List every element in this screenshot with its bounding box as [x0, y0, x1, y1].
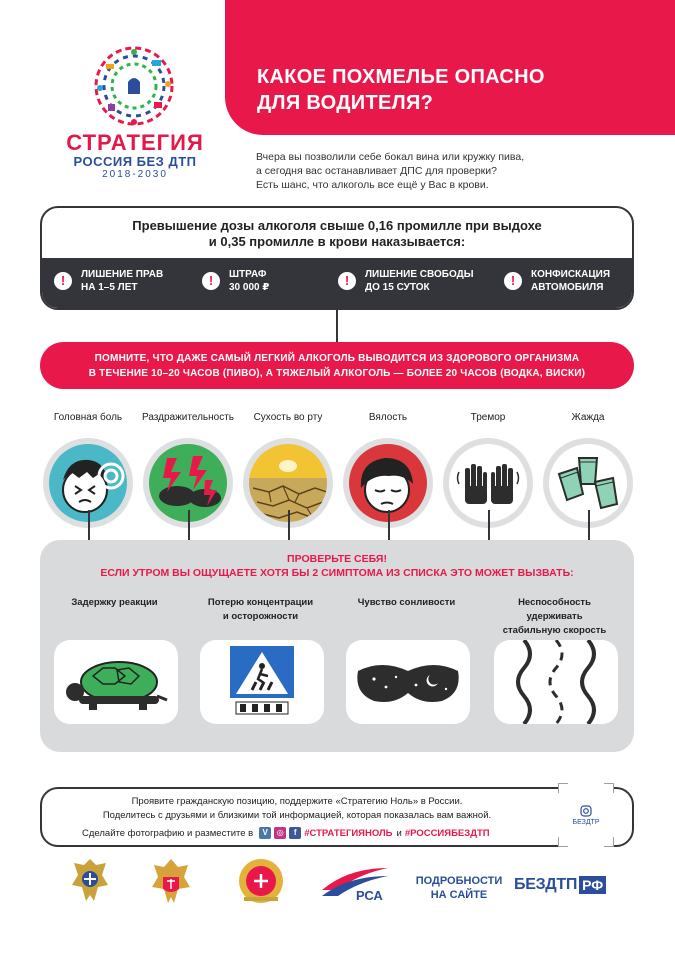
intro-line-2: а сегодня вас останавливает ДПС для проверки? [256, 165, 497, 177]
penalty-item-line-1: КОНФИСКАЦИЯ [531, 269, 611, 280]
penalty-item-license [54, 268, 163, 294]
symptom-label: Головная боль [53, 412, 123, 423]
more-details-line-2: НА САЙТЕ [430, 889, 488, 901]
effect-label-line-2: и осторожности [222, 611, 299, 622]
qr-corner [558, 837, 568, 847]
effect-reaction-delay [52, 596, 177, 640]
exclamation-icon: ! [504, 272, 522, 290]
ministry-transport-emblem-icon [70, 855, 110, 907]
qr-corner [558, 783, 568, 793]
banner-line-1: ПОМНИТЕ, ЧТО ДАЖЕ САМЫЙ ЛЕГКИЙ АЛКОГОЛЬ ВЫВОДИТСЯ ИЗ ЗДОРОВОГО ОРГАНИЗМА [94, 353, 580, 364]
penalty-item-text [229, 268, 269, 294]
effect-card [200, 640, 324, 724]
qr-corner [604, 837, 614, 847]
share-hashtags [82, 827, 490, 839]
symptom-label: Раздражительность [141, 412, 234, 423]
page-title-line-1: КАКОЕ ПОХМЕЛЬЕ ОПАСНО [257, 66, 545, 88]
exclamation-icon: ! [338, 272, 356, 290]
wavy-road-icon [494, 640, 618, 724]
self-check-heading-line-1: ПРОВЕРЬТЕ СЕБЯ! [287, 553, 387, 565]
effect-card [494, 640, 618, 724]
effect-label-line-2: стабильную скорость [502, 625, 607, 636]
logo-title: СТРАТЕГИЯ [66, 130, 204, 155]
penalty-item-line-2: 30 000 ₽ [229, 282, 270, 293]
title-block [225, 0, 675, 135]
symptom-label: Вялость [368, 412, 408, 423]
logo-subtitle: РОССИЯ БЕЗ ДТП [73, 154, 197, 169]
penalty-heading-line-2: и 0,35 промилле в крови наказывается: [208, 234, 466, 249]
penalty-item-line-2: НА 1–5 ЛЕТ [81, 282, 138, 293]
penalty-item-text [531, 268, 610, 294]
turtle-icon [61, 652, 171, 712]
penalty-item-line-2: ДО 15 СУТОК [365, 282, 430, 293]
symptom-label: Жажда [571, 412, 605, 423]
effect-label-line-1: Задержку реакции [71, 597, 158, 608]
penalty-item-text [81, 268, 163, 294]
intro-line-3: Есть шанс, что алкоголь все ещё у Вас в крови. [256, 179, 489, 191]
bezdtp-site-logo[interactable] [514, 876, 606, 894]
share-line-3-prefix: Сделайте фотографию и разместите в [82, 827, 254, 839]
effect-label-line-1: Потерю концентрации [207, 597, 314, 608]
penalty-heading [42, 218, 632, 250]
symptom-label: Тремор [470, 412, 506, 423]
hashtag-russia-no-accidents[interactable]: #РОССИЯБЕЗДТП [404, 827, 490, 839]
share-line-2: Поделитесь с друзьями и близкими той информацией, которая показалась вам важной. [102, 810, 492, 821]
effect-label-line-1: Неспособность удерживать [518, 597, 591, 622]
self-check-heading-line-2: ЕСЛИ УТРОМ ВЫ ОЩУЩАЕТЕ ХОТЯ БЫ 2 СИМПТОМА ИЗ СПИСКА ЭТО МОЖЕТ ВЫЗВАТЬ: [100, 567, 574, 579]
share-line-1: Проявите гражданскую позицию, поддержите «Стратегию Ноль» в России. [131, 796, 463, 807]
hashtag-conjunction: и [396, 827, 402, 839]
traffic-police-emblem-icon [236, 855, 286, 907]
ministry-emblem-icon [150, 855, 192, 907]
effect-card [54, 640, 178, 724]
connector-line [388, 510, 390, 540]
strategy-logo-icon [92, 44, 176, 128]
instagram-icon[interactable]: ◎ [274, 827, 286, 839]
intro-text [256, 150, 656, 192]
logo-years: 2018-2030 [102, 169, 168, 180]
penalty-item-line-2: АВТОМОБИЛЯ [531, 282, 604, 293]
qr-code[interactable] [558, 783, 614, 847]
page-title [257, 64, 657, 116]
rsa-logo-icon [318, 864, 392, 904]
qr-label: БЕЗДТР [572, 819, 600, 826]
hashtag-strategy-zero[interactable]: #СТРАТЕГИЯНОЛЬ [304, 827, 393, 839]
qr-corner [604, 783, 614, 793]
rsa-label: РСА [356, 888, 383, 903]
effect-drowsiness [344, 596, 469, 640]
site-name: БЕЗДТП [514, 876, 578, 893]
effect-concentration-loss [198, 596, 323, 640]
effect-card [346, 640, 470, 724]
banner-line-2: В ТЕЧЕНИЕ 10–20 ЧАСОВ (ПИВО), А ТЯЖЕЛЫЙ АЛКОГОЛЬ — БОЛЕЕ 20 ЧАСОВ (ВОДКА, ВИСКИ) [88, 368, 586, 379]
page-title-line-2: ДЛЯ ВОДИТЕЛЯ? [257, 92, 434, 114]
symptom-label: Сухость во рту [253, 412, 323, 423]
alcohol-banner [40, 342, 634, 389]
intro-line-1: Вчера вы позволили себе бокал вина или кружку пива, [256, 151, 525, 163]
penalty-item-confiscation [504, 268, 610, 294]
instagram-icon [580, 805, 592, 817]
effect-label [198, 596, 323, 640]
facebook-icon[interactable]: f [289, 827, 301, 839]
self-check-heading [40, 552, 634, 580]
more-details-link[interactable] [414, 874, 504, 902]
effect-label-line-1: Чувство сонливости [357, 597, 456, 608]
sleep-mask-icon [352, 657, 464, 707]
penalty-box [40, 206, 634, 310]
effect-label [52, 596, 177, 640]
penalty-item-text [365, 268, 474, 294]
self-check-box [40, 540, 634, 752]
penalty-item-imprisonment [338, 268, 474, 294]
connector-line [288, 510, 290, 540]
connector-line [588, 510, 590, 540]
vk-icon[interactable]: V [259, 827, 271, 839]
connector-line [488, 510, 490, 540]
penalty-item-line-1: ЛИШЕНИЕ СВОБОДЫ [365, 269, 474, 280]
penalty-heading-line-1: Превышение дозы алкоголя свыше 0,16 промилле при выдохе [132, 218, 542, 233]
penalty-item-line-1: ШТРАФ [229, 269, 267, 280]
effect-lane-keeping [492, 596, 617, 640]
effect-label [344, 596, 469, 640]
more-details-line-1: ПОДРОБНОСТИ [415, 875, 503, 887]
connector-line [336, 310, 338, 342]
connector-line [88, 510, 90, 540]
exclamation-icon: ! [202, 272, 220, 290]
penalty-bar [42, 258, 632, 308]
effect-label [492, 596, 617, 640]
strategy-logo [40, 44, 230, 184]
site-domain: РФ [579, 876, 606, 894]
exclamation-icon: ! [54, 272, 72, 290]
share-box [40, 787, 634, 847]
crosswalk-sign-icon [224, 644, 300, 720]
penalty-item-line-1: ЛИШЕНИЕ ПРАВ [81, 269, 164, 280]
penalty-item-fine [202, 268, 269, 294]
connector-line [188, 510, 190, 540]
